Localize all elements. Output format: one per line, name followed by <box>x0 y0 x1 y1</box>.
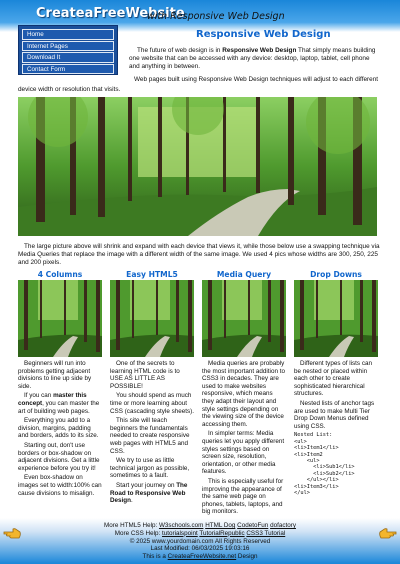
column-title: Media Query <box>216 270 272 279</box>
link-tutorialspoint[interactable]: tutorialspoint <box>162 529 198 537</box>
design-credit: This is a CreateaFreeWebsite.net Design <box>142 553 258 561</box>
column-text: Different types of lists can be nested or placed within each other to create sophisticated hierarchical structures. <box>294 360 372 398</box>
column-title: 4 Columns <box>37 270 83 279</box>
column-text: This site will teach beginners the fundamentals needed to create responsive web pages with HTML5 and CSS. <box>110 417 190 455</box>
forest-thumbnail-image <box>18 280 102 357</box>
column-title: Drop Downs <box>310 270 362 279</box>
nav-item-home[interactable]: Home <box>22 29 114 40</box>
html5-help-line: More HTML5 Help: W3schools.com HTML Dog CodetoFun dofactory <box>104 522 296 529</box>
intro-text-1: The future of web design is in <box>137 47 223 54</box>
site-logo[interactable]: CreateaFreeWebsite <box>36 6 185 21</box>
forest-thumbnail-image <box>110 280 194 357</box>
column-text: If you can master this concept, you can master the art of building web pages. <box>18 392 100 415</box>
column-easy-html5 <box>110 270 194 507</box>
column-text: One of the secrets to learning HTML code is to USE AS LITTLE AS POSSIBLE! <box>110 360 180 390</box>
code-sample: Nested List: <ul> <li>Item1</li> <li>Item2 <ul> <li>Sub1</li> <li>Sub2</li> </ul></li> <li>Item3</li> </ul> <box>294 432 355 496</box>
column-media-query <box>202 270 286 518</box>
column-text: Everything you add to a division, margins, padding and borders, adds to its size. <box>18 417 99 440</box>
nav-item-download-it[interactable]: Download It <box>22 52 114 63</box>
link-codetofun[interactable]: CodetoFun <box>237 522 269 529</box>
link-dofactory[interactable]: dofactory <box>270 522 296 529</box>
last-modified: Last Modified: 06/03/2025 19:03:16 <box>150 545 250 553</box>
intro-paragraph <box>129 47 379 70</box>
left-pointing-hand-icon <box>2 524 22 542</box>
column-text: This is especially useful for improving the appearance of the same web page on phones, tablets, laptops, and big monitors. <box>202 477 284 516</box>
link-css3-tutorial[interactable]: CSS3 Tutorial <box>246 529 286 537</box>
column-drop-downs <box>294 270 378 496</box>
main-nav <box>18 25 118 75</box>
link-createafreewebsite[interactable]: CreateaFreeWebsite.net <box>167 553 237 561</box>
column-text: We try to use as little technical jargon as possible, sometimes to a fault. <box>110 457 190 480</box>
column-text: Starting out, don't use borders or box-shadow on adjacent divisions. Get a little experience before you try it! <box>18 441 100 472</box>
link-w3schools[interactable]: W3schools.com <box>158 522 204 529</box>
forest-thumbnail-image <box>202 280 286 357</box>
css-help-line: More CSS Help: tutorialspoint TutorialRepublic CSS3 Tutorial <box>114 529 286 537</box>
page-title: Responsive Web Design <box>196 29 331 40</box>
intro-bold: Responsive Web Design <box>222 47 297 54</box>
right-pointing-hand-icon <box>378 524 398 542</box>
nav-item-internet-pages[interactable]: Internet Pages <box>22 41 114 52</box>
column-text: Start your journey on The Road to Responsive Web Design. <box>110 481 188 505</box>
hero-forest-image <box>18 97 377 236</box>
link-tutorialrepublic[interactable]: TutorialRepublic <box>199 529 245 537</box>
column-text: Even box-shadow on images set to width:100% can cause divisions to misalign. <box>18 474 102 497</box>
column-text: Beginners will run into problems getting adjacent divisions to line up side by side. <box>18 360 92 390</box>
hero-caption: The large picture above will shrink and expand with each device that views it, while those below use a swapping technique via Media Queries that replace the image with a different width of the same image. We used 4 pics whose widths are 300, 250, 225 and 200 pixels. <box>18 243 380 266</box>
column-text: Nested lists of anchor tags are used to make Multi Tier Drop Down Menus defined using CSS. <box>294 399 375 430</box>
intro-text-2: That simply means building one website that can be accessed with any device: desktop, laptop, tablet, cell phone and anything in between. <box>129 47 376 70</box>
column-text: In simpler terms: Media queries let you apply different styles settings based on screen size, resolution, orientation, or other media features. <box>202 430 285 476</box>
footer <box>0 518 400 564</box>
intro-paragraph-2: Web pages built using Responsive Web Design techniques will adjust to each different device width or resolution that visits. <box>18 76 379 93</box>
link-html-dog[interactable]: HTML Dog <box>205 522 236 529</box>
column-text: You should spend as much time or more learning about CSS (cascading style sheets). <box>110 392 194 415</box>
column-text: Media queries are probably the most important addition to CSS3 in decades. They are used to make websites responsive, which means they adapt their layout and style settings depending on the viewing size of the device accessing them. <box>202 360 285 428</box>
column-4-columns <box>18 270 102 499</box>
nav-item-contact-form[interactable]: Contact Form <box>22 64 114 75</box>
forest-thumbnail-image <box>294 280 378 357</box>
column-title: Easy HTML5 <box>126 270 178 279</box>
copyright: © 2025 www.yourdomain.com All Rights Reserved <box>129 537 271 545</box>
site-tagline: with Responsive Web Design <box>147 11 285 22</box>
